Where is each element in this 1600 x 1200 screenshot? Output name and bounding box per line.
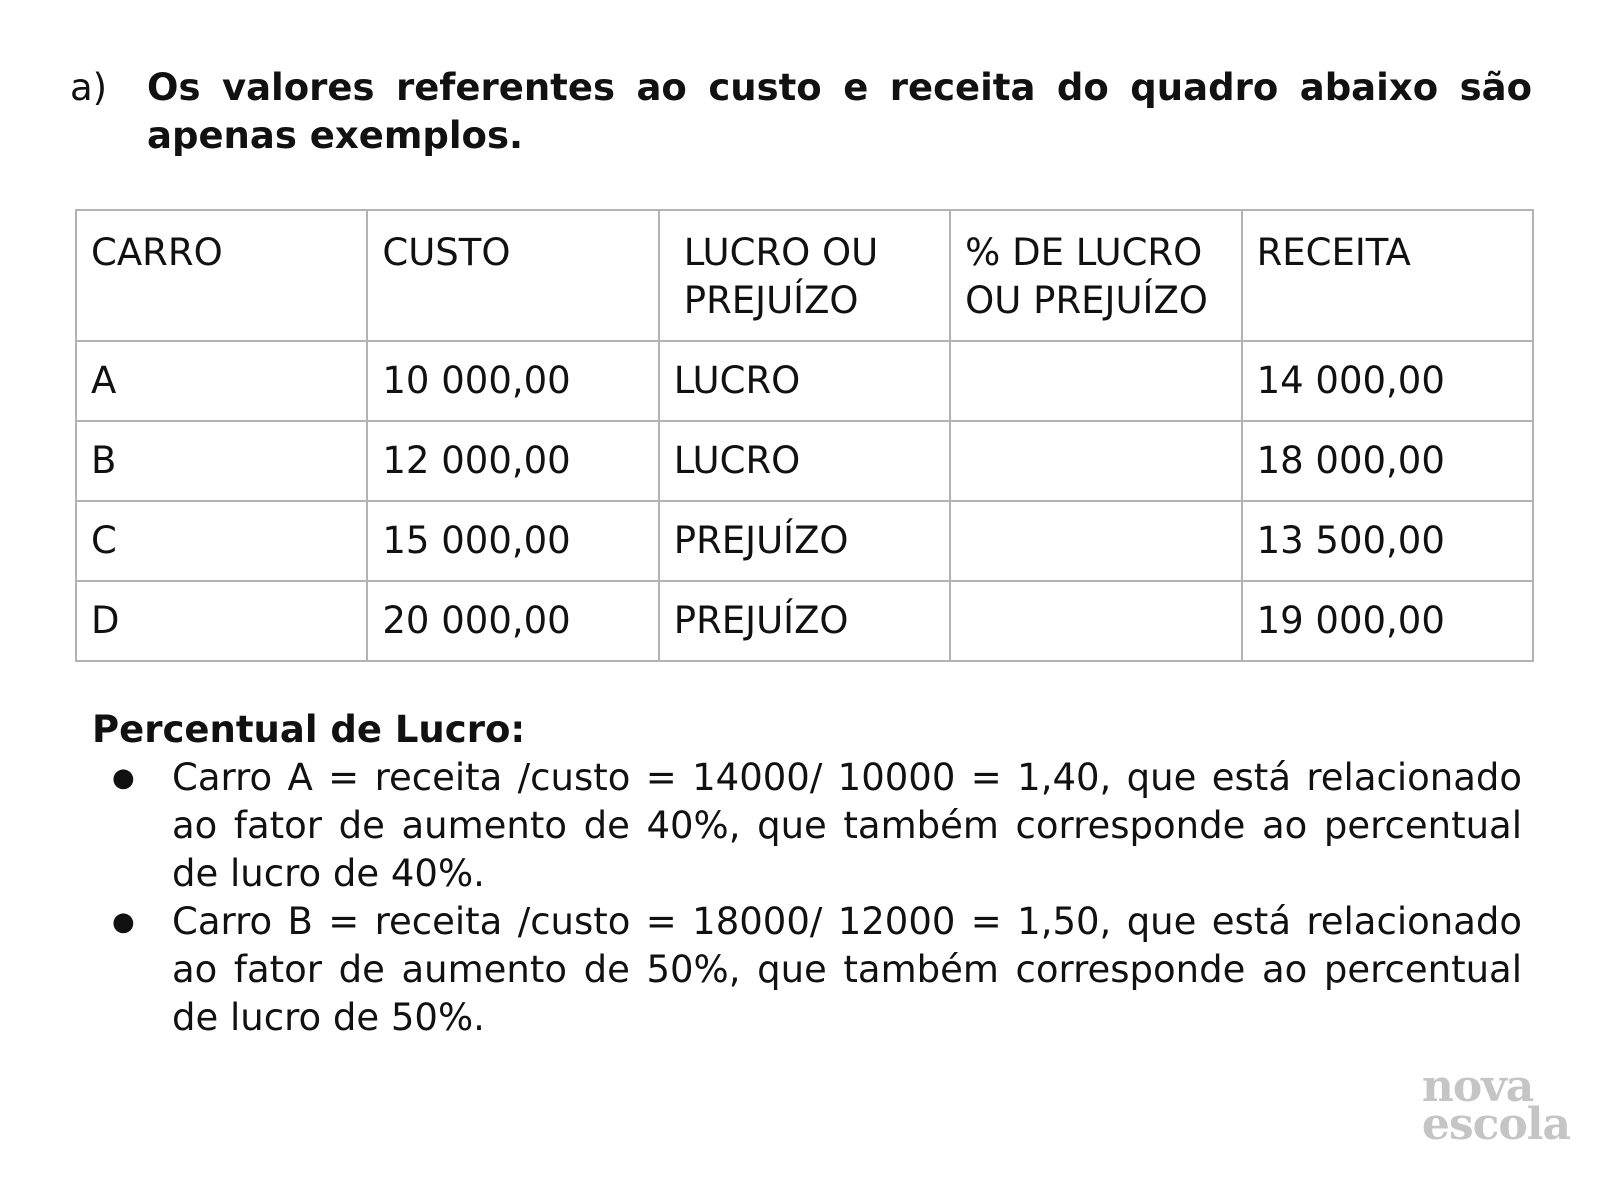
cell-custo: 10 000,00 bbox=[367, 341, 658, 421]
table-row bbox=[76, 421, 1533, 501]
cell-receita: 19 000,00 bbox=[1242, 581, 1533, 661]
cell-carro: B bbox=[76, 421, 367, 501]
section-title: Percentual de Lucro: bbox=[92, 708, 526, 751]
bullet-icon: ● bbox=[112, 907, 135, 937]
table-row bbox=[76, 341, 1533, 421]
cell-custo: 12 000,00 bbox=[367, 421, 658, 501]
cell-carro: A bbox=[76, 341, 367, 421]
cell-lucro-ou-prejuizo: LUCRO bbox=[659, 421, 950, 501]
heading-text: Os valores referentes ao custo e receita do quadro abaixo são apenas exemplos. bbox=[147, 66, 1532, 157]
table-header-row bbox=[76, 210, 1533, 341]
cell-percentual bbox=[950, 341, 1241, 421]
profit-percentage-section bbox=[92, 706, 1522, 1042]
cell-carro: C bbox=[76, 501, 367, 581]
table-row bbox=[76, 581, 1533, 661]
item-marker: a) bbox=[70, 66, 108, 109]
logo-line-1: nova bbox=[1421, 1061, 1534, 1112]
list-item-text: Carro B = receita ∕custo = 18000∕ 12000 = 1,50, que está relacionado ao fator de aumento de 50%, que também corresponde ao percentual de lucro de 50%. bbox=[172, 900, 1522, 1039]
cell-percentual bbox=[950, 501, 1241, 581]
question-heading bbox=[70, 64, 1532, 160]
cell-percentual bbox=[950, 421, 1241, 501]
cell-carro: D bbox=[76, 581, 367, 661]
header-carro: CARRO bbox=[76, 210, 367, 341]
bullet-icon: ● bbox=[112, 763, 135, 793]
cell-lucro-ou-prejuizo: PREJUÍZO bbox=[659, 501, 950, 581]
cell-receita: 13 500,00 bbox=[1242, 501, 1533, 581]
cell-receita: 14 000,00 bbox=[1242, 341, 1533, 421]
cell-lucro-ou-prejuizo: PREJUÍZO bbox=[659, 581, 950, 661]
header-lucro-ou-prejuizo: LUCRO OU PREJUÍZO bbox=[659, 210, 950, 341]
values-table bbox=[75, 209, 1534, 662]
cell-percentual bbox=[950, 581, 1241, 661]
cell-lucro-ou-prejuizo: LUCRO bbox=[659, 341, 950, 421]
calculation-list bbox=[92, 754, 1522, 1042]
cell-receita: 18 000,00 bbox=[1242, 421, 1533, 501]
header-receita: RECEITA bbox=[1242, 210, 1533, 341]
cell-custo: 20 000,00 bbox=[367, 581, 658, 661]
table-row bbox=[76, 501, 1533, 581]
list-item bbox=[92, 898, 1522, 1042]
logo-line-2: escola bbox=[1421, 1099, 1570, 1150]
list-item-text: Carro A = receita ∕custo = 14000∕ 10000 = 1,40, que está relacionado ao fator de aumento de 40%, que também corresponde ao percentual de lucro de 40%. bbox=[172, 756, 1522, 895]
nova-escola-logo bbox=[1421, 1061, 1570, 1150]
list-item bbox=[92, 754, 1522, 898]
header-custo: CUSTO bbox=[367, 210, 658, 341]
cell-custo: 15 000,00 bbox=[367, 501, 658, 581]
header-percentual: % DE LUCRO OU PREJUÍZO bbox=[950, 210, 1241, 341]
